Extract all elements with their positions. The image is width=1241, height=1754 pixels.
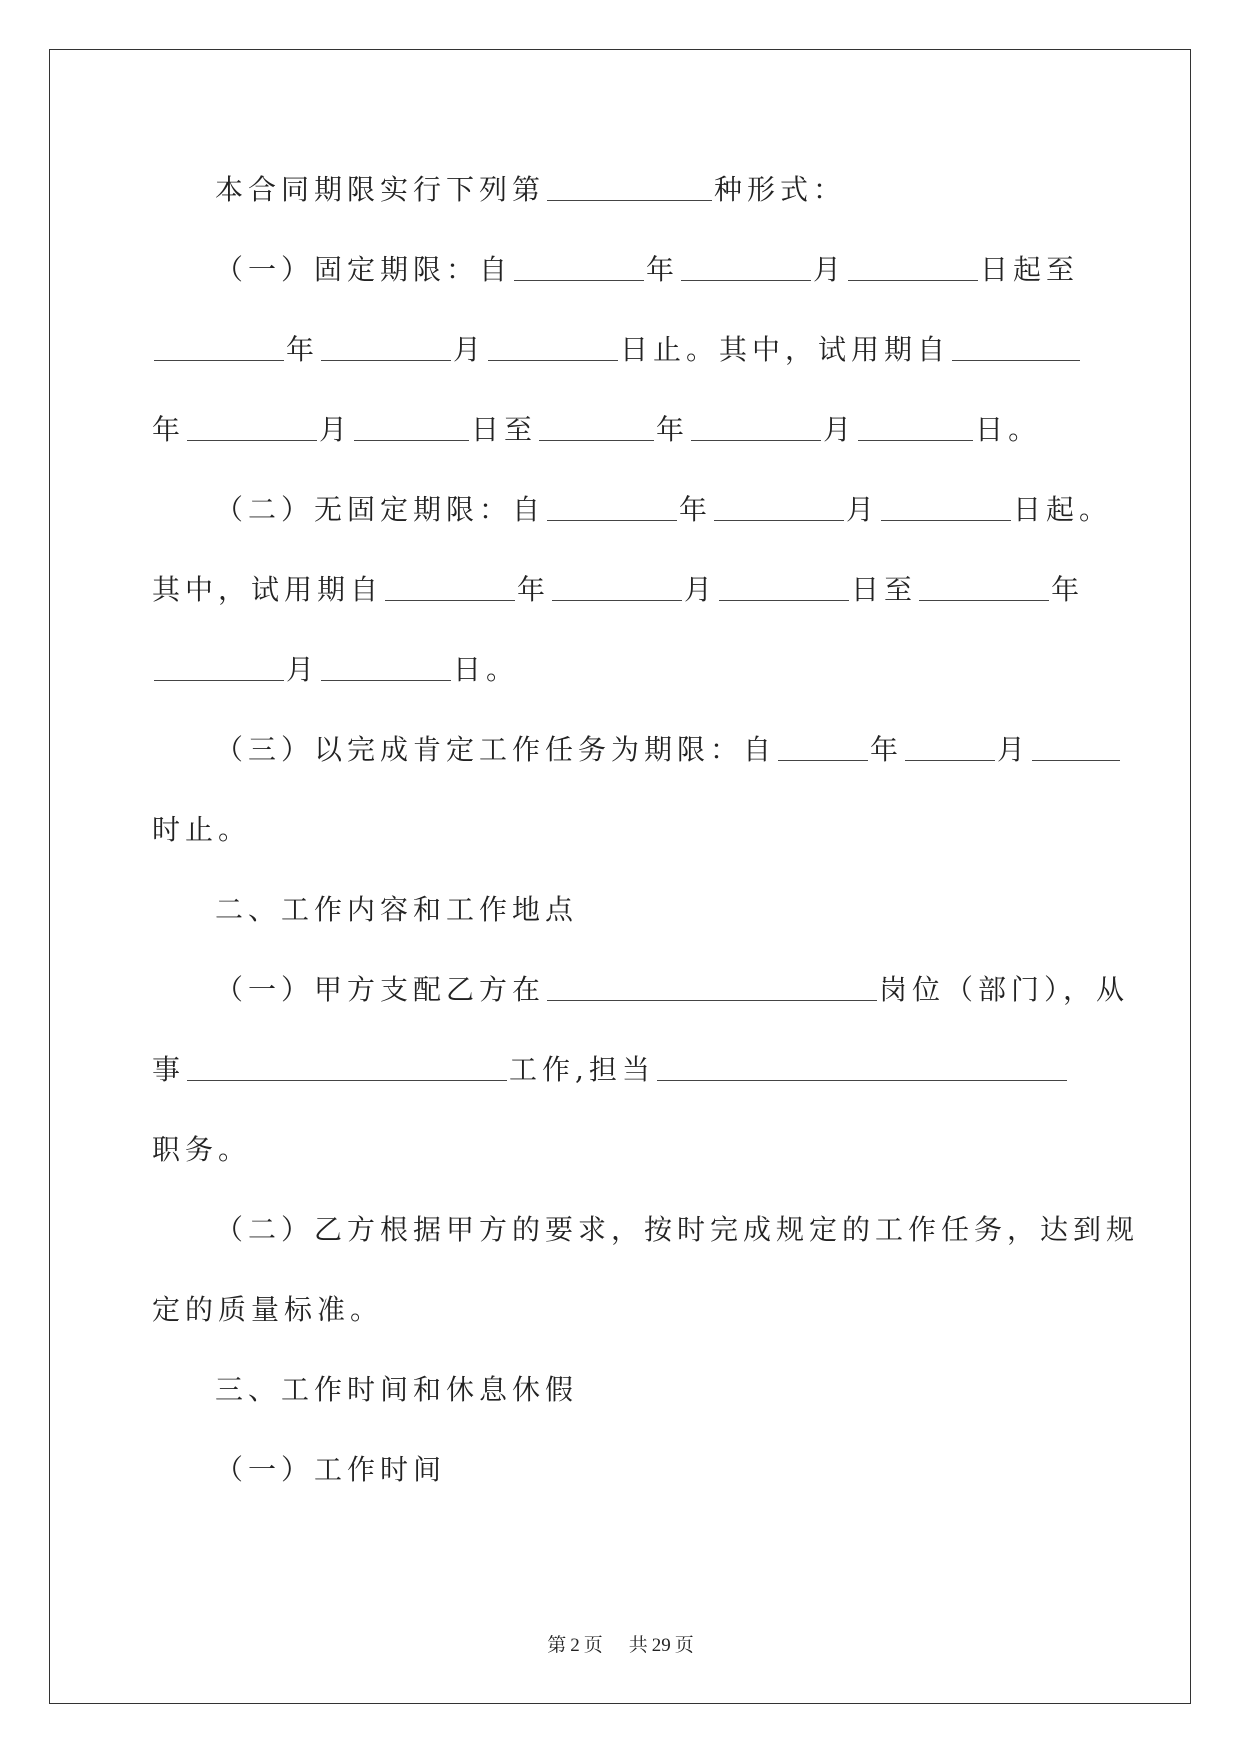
text: 日止。其中，试用期自 [620,333,951,366]
paragraph-line [152,410,1041,450]
paragraph-line [152,650,519,690]
text: （二）乙方根据甲方的要求，按时完成规定的工作任务，达到规 [215,1213,1140,1246]
paragraph-line [152,1050,1069,1090]
text: 月 [319,413,353,446]
text: （一）固定期限：自 [215,253,513,286]
footer-text: 第 [547,1635,567,1656]
text: 时止。 [152,813,252,846]
fill-blank[interactable] [547,970,877,1001]
fill-blank[interactable] [187,410,317,441]
text: 月 [823,413,857,446]
fill-blank[interactable] [154,330,284,361]
text: 日至 [851,573,918,606]
fill-blank[interactable] [681,250,811,281]
paragraph-line [215,170,846,210]
fill-blank[interactable] [905,730,995,761]
fill-blank[interactable] [881,490,1011,521]
subsection-heading [215,1450,446,1490]
text: 年 [646,253,680,286]
footer-text: 共 [628,1635,648,1656]
text: 日至 [471,413,538,446]
total-page-number: 29 [651,1635,671,1656]
footer-text: 页 [674,1635,694,1656]
fill-blank[interactable] [848,250,978,281]
fill-blank[interactable] [778,730,868,761]
text: 日。 [453,653,520,686]
fill-blank[interactable] [858,410,973,441]
text: 年 [1051,573,1085,606]
fill-blank[interactable] [154,650,284,681]
paragraph-line [215,490,1112,530]
text: 年 [286,333,320,366]
text: 本合同期限实行下列第 [215,173,546,206]
fill-blank[interactable] [952,330,1080,361]
fill-blank[interactable] [354,410,469,441]
paragraph-line [152,330,1082,370]
fill-blank[interactable] [187,1050,507,1081]
text: （一）甲方支配乙方在 [215,973,546,1006]
paragraph-line [215,970,1129,1010]
paragraph-line [215,1210,1139,1250]
text: 年 [517,573,551,606]
text: 月 [813,253,847,286]
fill-blank[interactable] [547,490,677,521]
text: 年 [152,413,186,446]
text: 月 [684,573,718,606]
text: 年 [870,733,904,766]
text: 工作,担当 [509,1053,655,1086]
fill-blank[interactable] [552,570,682,601]
fill-blank[interactable] [321,330,451,361]
section-heading [215,1370,578,1410]
text: 年 [679,493,713,526]
footer-text: 页 [583,1635,603,1656]
text: 月 [997,733,1031,766]
fill-blank[interactable] [547,170,712,201]
paragraph-line [152,1130,251,1170]
text: （三）以完成肯定工作任务为期限：自 [215,733,777,766]
text: 年 [656,413,690,446]
fill-blank[interactable] [539,410,654,441]
section-heading [215,890,578,930]
current-page-number: 2 [570,1635,580,1656]
text: 月 [846,493,880,526]
text: 月 [453,333,487,366]
text: 定的质量标准。 [152,1293,384,1326]
paragraph-line [152,810,251,850]
fill-blank[interactable] [1032,730,1120,761]
paragraph-line [215,730,1122,770]
text: （二）无固定期限：自 [215,493,546,526]
text: 事 [152,1053,186,1086]
fill-blank[interactable] [719,570,849,601]
text: 岗位（部门），从 [879,973,1130,1006]
paragraph-line [215,250,1079,290]
text: 日。 [975,413,1042,446]
fill-blank[interactable] [919,570,1049,601]
text: 月 [286,653,320,686]
text: 其中，试用期自 [152,573,384,606]
paragraph-line [152,1290,383,1330]
fill-blank[interactable] [714,490,844,521]
text: 日起至 [980,253,1080,286]
text: 种形式： [714,173,847,206]
text: 二、工作内容和工作地点 [215,893,579,926]
text: 职务。 [152,1133,252,1166]
text: 三、工作时间和休息休假 [215,1373,579,1406]
fill-blank[interactable] [514,250,644,281]
text: （一）工作时间 [215,1453,447,1486]
fill-blank[interactable] [321,650,451,681]
paragraph-line [152,570,1084,610]
fill-blank[interactable] [657,1050,1067,1081]
page-number-footer [0,1630,1241,1657]
text: 日起。 [1013,493,1113,526]
fill-blank[interactable] [488,330,618,361]
fill-blank[interactable] [385,570,515,601]
fill-blank[interactable] [691,410,821,441]
